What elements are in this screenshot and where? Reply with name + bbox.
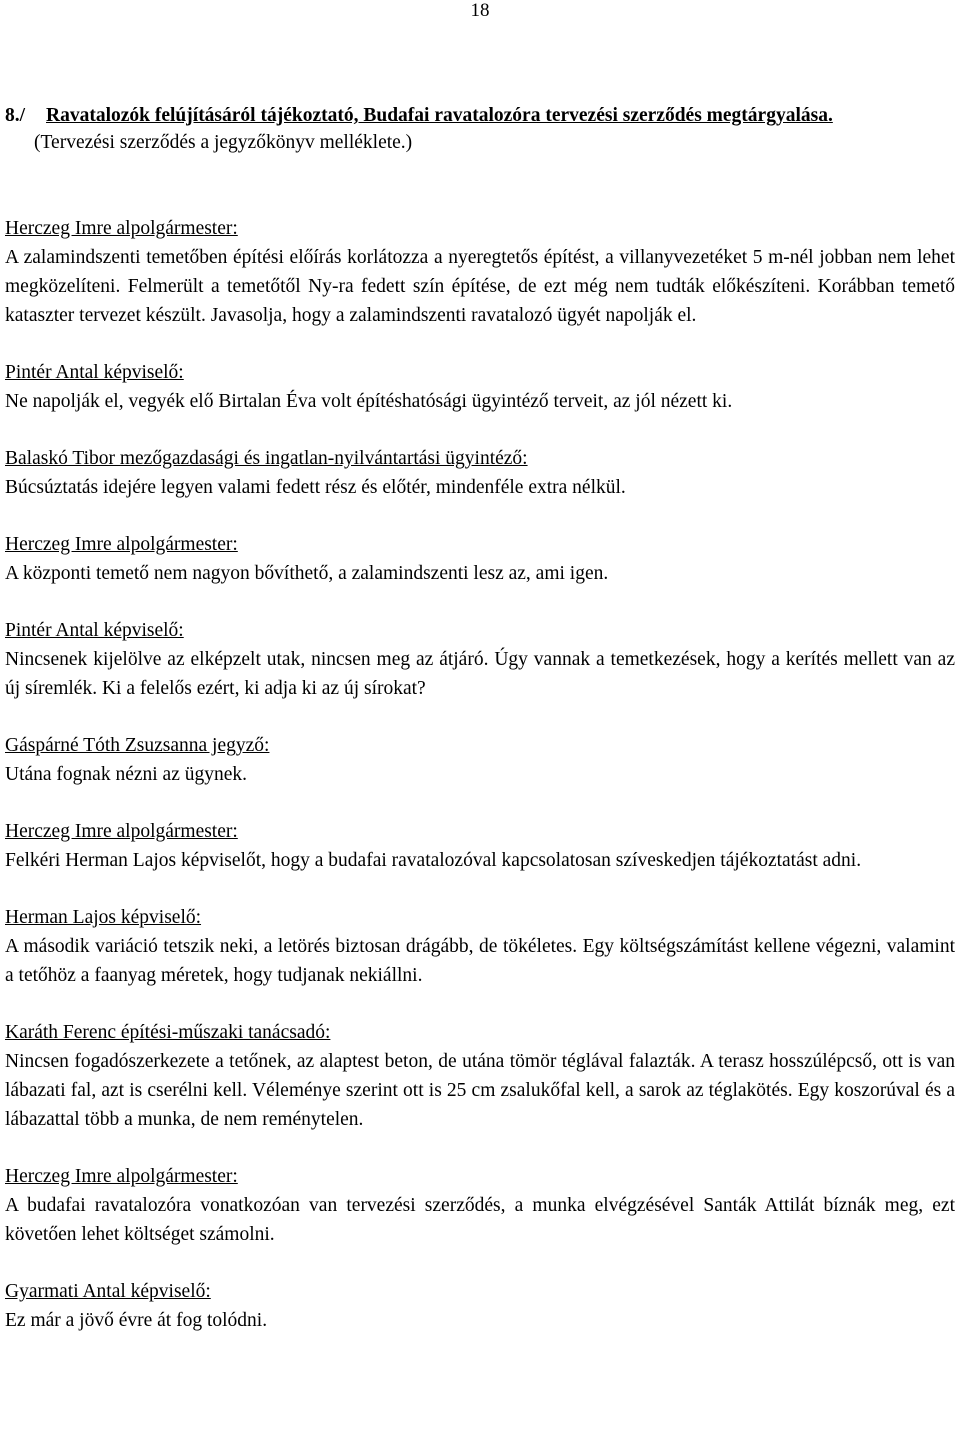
speech-text: A budafai ravatalozóra vonatkozóan van tervezési szerződés, a munka elvégzésével Santák Attilát bíznák meg, ezt követően lehet költséget számolni.: [5, 1195, 955, 1245]
speech-text: Nincsenek kijelölve az elképzelt utak, nincsen meg az átjáró. Úgy vannak a temetkezések, hogy a kerítés mellett van az új síremlék. Ki a felelős ezért, ki adja ki az új sírokat?: [5, 649, 955, 699]
speaker-name: Gyarmati Antal képviselő:: [5, 1281, 211, 1302]
speech-text: A zalamindszenti temetőben építési előírás korlátozza a nyeregtetős építést, a villanyvezetéket 5 m-nél jobban nem lehet megközelíteni. Felmerült a temetőtől Ny-ra fedett szín építése, de ezt még nem tudták előkészíteni. Korábban temető kataszter tervezet készült. Javasolja, hogy a zalamindszenti ravatalozó ügyét napolják el.: [5, 247, 955, 326]
speech-block: [5, 617, 955, 703]
speech-text: Felkéri Herman Lajos képviselőt, hogy a budafai ravatalozóval kapcsolatosan szíveskedjen tájékoztatást adni.: [5, 850, 862, 871]
speaker-name: Pintér Antal képviselő:: [5, 620, 184, 641]
agenda-title-text: Ravatalozók felújításáról tájékoztató, Budafai ravatalozóra tervezési szerződés megtárgyalása.: [46, 105, 833, 126]
speech-text: A központi temető nem nagyon bővíthető, a zalamindszenti lesz az, ami igen.: [5, 563, 609, 584]
speech-block: [5, 445, 955, 502]
speaker-name: Herczeg Imre alpolgármester:: [5, 821, 238, 842]
speaker-name: Herczeg Imre alpolgármester:: [5, 534, 238, 555]
speaker-name: Karáth Ferenc építési-műszaki tanácsadó:: [5, 1022, 331, 1043]
agenda-note: (Tervezési szerződés a jegyzőkönyv melléklete.): [34, 132, 413, 153]
agenda-item: [5, 102, 955, 156]
speaker-name: Gáspárné Tóth Zsuzsanna jegyző:: [5, 735, 270, 756]
speech-text: Ez már a jövő évre át fog tolódni.: [5, 1310, 268, 1331]
speech-block: [5, 1278, 955, 1335]
speech-block: [5, 1163, 955, 1249]
speaker-name: Herczeg Imre alpolgármester:: [5, 1166, 238, 1187]
speech-block: [5, 818, 955, 875]
minutes-content: [5, 215, 955, 1364]
speech-block: [5, 215, 955, 330]
speaker-name: Balaskó Tibor mezőgazdasági és ingatlan-nyilvántartási ügyintéző:: [5, 448, 528, 469]
speech-text: A második variáció tetszik neki, a letörés biztosan drágább, de tökéletes. Egy költségszámítást kellene végezni, valamint a tetőhöz a faanyag méretek, hogy tudjanak nekiállni.: [5, 936, 955, 986]
speech-block: [5, 1019, 955, 1134]
agenda-title: [5, 102, 955, 129]
speaker-name: Pintér Antal képviselő:: [5, 362, 184, 383]
speech-text: Nincsen fogadószerkezete a tetőnek, az alaptest beton, de utána tömör téglával falazták. A terasz hosszúlépcső, ott is van lábazati fal, azt is cserélni kell. Véleménye szerint ott is 25 cm zsalukőfal kell, a sarok az téglakötés. Egy koszorúval és a lábazattal több a munka, de nem reménytelen.: [5, 1051, 955, 1130]
speech-text: Ne napolják el, vegyék elő Birtalan Éva volt építéshatósági ügyintéző terveit, az jól nézett ki.: [5, 391, 733, 412]
speaker-name: Herczeg Imre alpolgármester:: [5, 218, 238, 239]
speech-block: [5, 904, 955, 990]
speaker-name: Herman Lajos képviselő:: [5, 907, 202, 928]
page-number: 18: [470, 0, 490, 21]
speech-text: Búcsúztatás idejére legyen valami fedett rész és előtér, mindenféle extra nélkül.: [5, 477, 626, 498]
speech-block: [5, 359, 955, 416]
speech-block: [5, 531, 955, 588]
speech-block: [5, 732, 955, 789]
agenda-number: 8./: [5, 105, 26, 126]
speech-text: Utána fognak nézni az ügynek.: [5, 764, 248, 785]
